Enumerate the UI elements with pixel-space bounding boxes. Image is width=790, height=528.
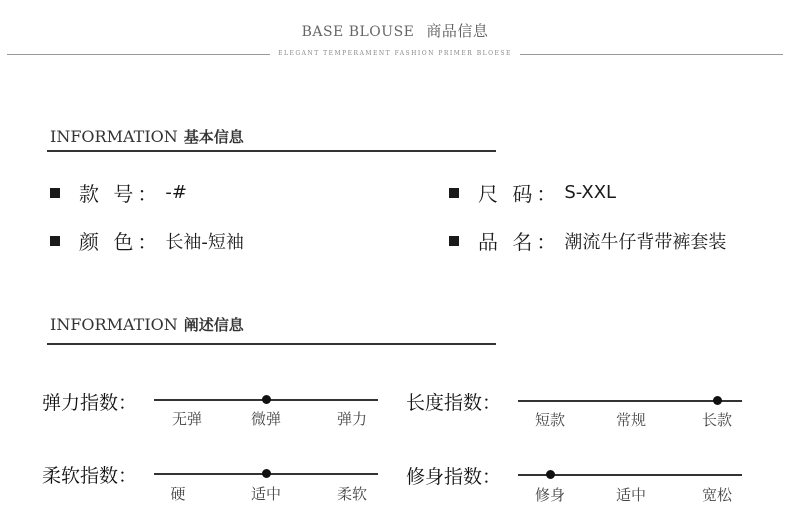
basic-info-rule: [47, 150, 496, 152]
scale-marker-length: [713, 396, 722, 405]
scale-marker-elasticity: [262, 395, 271, 404]
desc-info-heading-cn: 阐述信息: [183, 316, 244, 334]
scale-option: 无弹: [171, 410, 203, 428]
scale-label-length: 长度指数：: [406, 392, 502, 414]
info-item-size: [449, 178, 616, 207]
desc-info-heading-en: INFORMATION: [50, 315, 178, 334]
bullet-icon: [449, 236, 459, 246]
scale-marker-softness: [262, 469, 271, 478]
scale-option: 弹力: [336, 410, 368, 428]
desc-info-rule: [47, 343, 496, 345]
page-title-en: BASE BLOUSE: [301, 24, 415, 40]
scale-option: 柔软: [336, 485, 368, 503]
scale-marker-fit: [546, 470, 555, 479]
scale-option: 硬: [170, 485, 186, 503]
basic-info-heading-cn: 基本信息: [183, 128, 244, 146]
page-title-cn: 商品信息: [426, 22, 489, 40]
bullet-icon: [449, 188, 459, 198]
scale-option: 适中: [615, 486, 647, 504]
scale-option: 修身: [534, 486, 566, 504]
desc-info-heading: [50, 314, 244, 335]
info-label: 款 号：: [79, 182, 162, 206]
basic-info-heading: [50, 126, 244, 147]
scale-option: 宽松: [701, 486, 733, 504]
info-label: 品 名：: [478, 230, 561, 254]
scale-line-length: [518, 400, 742, 402]
scale-label-elasticity: 弹力指数：: [42, 392, 138, 414]
scale-option: 短款: [534, 411, 566, 429]
basic-info-heading-en: INFORMATION: [50, 127, 178, 146]
scale-option: 长款: [701, 411, 733, 429]
scale-option: 微弹: [250, 410, 282, 428]
scale-option: 适中: [250, 485, 282, 503]
info-label: 尺 码：: [478, 182, 561, 206]
info-value: -#: [165, 182, 187, 203]
info-label: 颜 色：: [79, 230, 162, 254]
scale-option: 常规: [615, 411, 647, 429]
bullet-icon: [50, 236, 60, 246]
info-item-color: [50, 226, 244, 255]
scale-label-softness: 柔软指数：: [42, 465, 138, 487]
info-item-style-no: [50, 178, 187, 207]
header-divider-right: [520, 54, 783, 55]
page-subtitle: ELEGANT TEMPERAMENT FASHION PRIMER BLOESE: [278, 50, 512, 57]
info-value: S-XXL: [564, 182, 617, 203]
info-value: 长袖-短袖: [165, 231, 244, 253]
scale-label-fit: 修身指数：: [406, 466, 502, 488]
bullet-icon: [50, 188, 60, 198]
page-title: [0, 20, 790, 41]
info-item-product-name: [449, 226, 726, 255]
info-value: 潮流牛仔背带裤套装: [564, 231, 727, 253]
